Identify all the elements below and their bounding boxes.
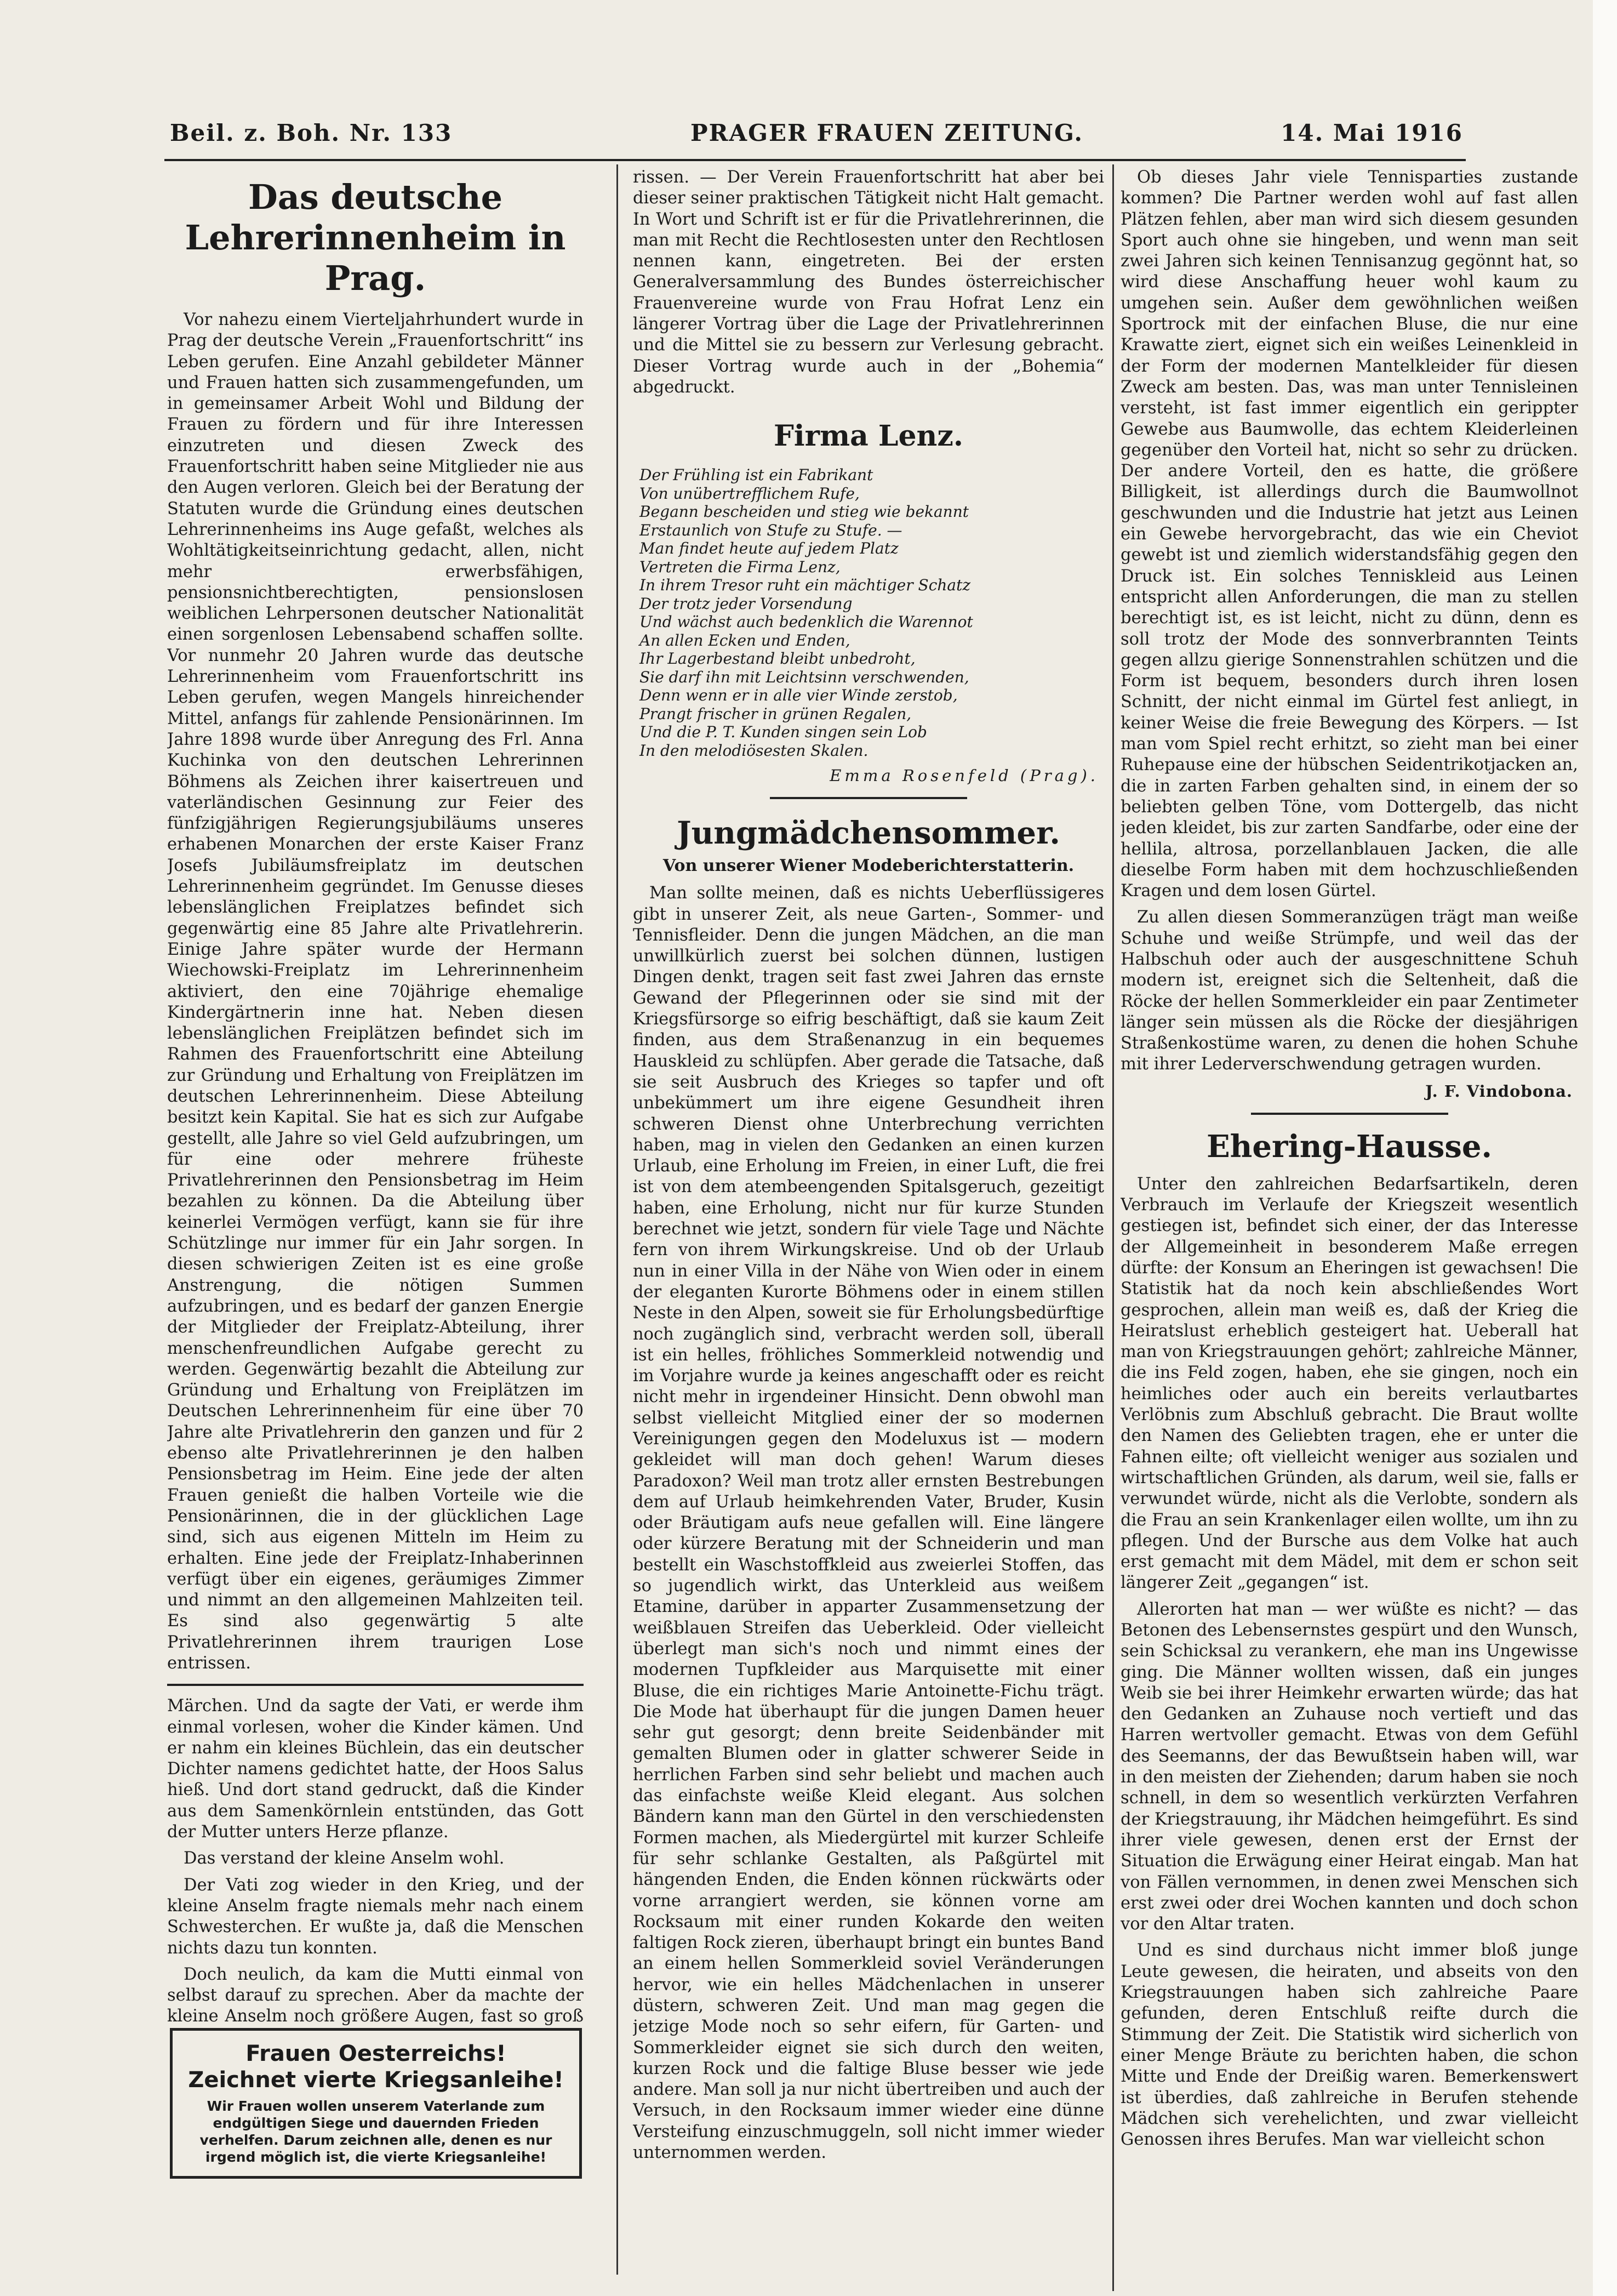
poem-line: Der Frühling ist ein Fabrikant [639, 466, 873, 485]
poem-line: Ihr Lagerbestand bleibt unbedroht, [639, 650, 916, 668]
article-signature: J. F. Vindobona. [1425, 1081, 1573, 1101]
section-rule [167, 1684, 584, 1686]
poem-line: In ihrem Tresor ruht ein mächtiger Schatz [639, 576, 971, 595]
story-paragraph: Märchen. Und da sagte der Vati, er werde ihm einmal vorlesen, woher die Kinder kämen. Und er nahm ein kleines Büchlein, das ein deutscher Dichter namens gedichtet hatte, der Hoos Salus hieß. Und dort stand gedruckt, daß die Kinder aus dem Samenkörnlein entstünden, das Gott der Mutter unters Herze pflanze. [167, 1696, 584, 1842]
article-paragraph: Vor nahezu einem Vierteljahrhundert wurde in Prag der deutsche Verein „Frauenfortschritt“ ins Leben gerufen. Eine Anzahl gebildeter Männer und Frauen hatten sich zusammengefunden, um in gemeinsamer Arbeit Wohl und Bildung der Frauen zu fördern und für ihre Interessen einzutreten und diesen Zweck des Frauenfortschritt haben seine Mitglieder nie aus den Augen verloren. Gleich bei der Beratung der Statuten wurde die Gründung eines deutschen Lehrerinnenheims ins Auge gefaßt, welches als Wohltätigkeitseinrichtung gedacht, allen, nicht mehr erwerbsfähigen, pensionsnichtberechtigten, pensionslosen weiblichen Lehrpersonen deutscher Nationalität einen sorgenlosen Lebensabend schaffen sollte. Vor nunmehr 20 Jahren wurde das deutsche Lehrerinnenheim vom Frauenfortschritt ins Leben gerufen, wegen Mangels hinreichender Mittel, anfangs für zahlende Pensionärinnen. Im Jahre 1898 wurde über Anregung des Frl. Anna Kuchinka von den deutschen Lehrerinnen Böhmens als Zeichen ihrer kaisertreuen und vaterländischen Gesinnung zur Feier des fünfzigjährigen Regierungsjubiläums unseres erhabenen Monarchen der erste Kaiser Franz Josefs Jubiläumsfreiplatz im deutschen Lehrerinnenheim gegründet. Im Genusse dieses lebenslänglichen Freiplatzes befindet sich gegenwärtig eine 85 Jahre alte Privatlehrerin. Einige Jahre später wurde der Hermann Wiechowski-Freiplatz im Lehrerinnenheim aktiviert, den eine 70jährige ehemalige Kindergärtnerin inne hat. Neben diesen lebenslänglichen Freiplätzen befindet sich im Rahmen des Frauenfortschritt eine Abteilung zur Gründung und Erhaltung von Freiplätzen im deutschen Lehrerinnenheim. Diese Abteilung besitzt kein Kapital. Sie hat es sich zur Aufgabe gestellt, alle Jahre so viel Geld aufzubringen, um für eine oder mehrere früheste Privatlehrerinnen den Pensionsbetrag im Heim bezahlen zu können. Da die Abteilung über keinerlei Vermögen verfügt, kann sie für ihre Schützlinge nur immer für ein Jahr sorgen. In diesen schwierigen Zeiten ist es eine große Anstrengung, die nötigen Summen aufzubringen, und es bedarf der ganzen Energie der Mitglieder der Freiplatz-Abteilung, ihrer menschenfreundlichen Aufgabe gerecht zu werden. Gegenwärtig bezahlt die Abteilung zur Gründung und Erhaltung von Freiplätzen im Deutschen Lehrerinnenheim für eine über 70 Jahre alte Privatlehrerin den ganzen und für 2 ebenso alte Privatlehrerinnen je den halben Pensionsbetrag im Heim. Eine jede der alten Frauen genießt die halben Vorteile wie die Pensionärinnen, die in der glücklichen Lage sind, sich aus eigenen Mitteln im Heim zu erhalten. Eine jede der Freiplatz-Inhaberinnen verfügt über ein eigenes, geräumiges Zimmer und nimmt an den allgemeinen Mahlzeiten teil. Es sind also gegenwärtig 5 alte Privatlehrerinnen ihrem traurigen Lose entrissen. [167, 310, 584, 1673]
column-1 [167, 167, 584, 2025]
issue-date: 14. Mai 1916 [1281, 119, 1463, 146]
page-edge [1593, 0, 1617, 2296]
poem-line: Von unübertrefflichem Rufe, [639, 484, 860, 503]
poem-line: Sie darf ihn mit Leichtsinn verschwenden, [639, 668, 969, 686]
poem-title: Firma Lenz. [774, 419, 963, 453]
poem [639, 466, 1104, 760]
article-paragraph: Zu allen diesen Sommeranzügen trägt man weiße Schuhe und weiße Strümpfe, und weil das der Halbschuh oder auch der ausgeschnittene Schuh modern ist, ereignet sich die Seltenheit, daß die Röcke der hellen Sommerkleider ein paar Zentimeter länger sein müssen als die Röcke der diesjährigen Straßenkostüme waren, zu denen die hohen Schuhe mit ihrer Lederverschwendung getragen wurden. [1121, 908, 1578, 1074]
poem-line: Begann bescheiden und stieg wie bekannt [639, 503, 969, 521]
story-paragraph: Doch neulich, da kam die Mutti einmal von selbst darauf zu sprechen. Aber da machte der kleine Anselm noch größere Augen, fast so groß [167, 1964, 584, 2025]
article-paragraph: Unter den zahlreichen Bedarfsartikeln, deren Verbrauch im Verlaufe der Kriegszeit wesentlich gestiegen ist, befindet sich einer, der das Interesse der Allgemeinheit in besonderem Maße erregen dürfte: der Konsum an Eheringen ist gewachsen! Die Statistik hat da noch kein abschließendes Wort gesprochen, allein man weiß es, daß der Krieg die Heiratslust erheblich gesteigert hat. Ueberall hat man von Kriegstrauungen gehört; zahlreiche Männer, die ins Feld zogen, haben, ehe sie gingen, noch ein heimliches oder auch ein bereits verlautbartes Verlöbnis zum Abschluß gebracht. Die Braut wollte den Namen des Geliebten tragen, ehe er unter die Fahnen eilte; oft vielleicht weniger aus sozialen und wirtschaftlichen Gründen, als darum, weil sie, falls er verwundet würde, nicht als die Verlobte, sondern als die Frau an sein Krankenlager eilen wollte, um ihn zu pflegen. Und der Bursche aus dem Volke hat auch erst gemacht mit dem Mädel, mit dem er schon seit längerer Zeit „gegangen“ ist. [1121, 1174, 1578, 1593]
column-2 [633, 167, 1104, 2195]
ad-title-line-2: Zeichnet vierte Kriegsanleihe! [188, 2067, 564, 2093]
poem-line: Man findet heute auf jedem Platz [639, 539, 899, 558]
poem-line: In den melodiösesten Skalen. [639, 741, 869, 760]
article-continuation: rissen. — Der Verein Frauenfortschritt hat aber bei dieser seiner praktischen Tätigkeit nicht Halt gemacht. In Wort und Schrift ist er für die Privatlehrerinnen, die man mit Recht die Rechtlosesten unter den Rechtlosen nennen kann, eingetreten. Bei der ersten Generalversammlung des Bundes österreichischer Frauenvereine wurde von Frau Hofrat Lenz ein längerer Vortrag über die Lage der Privatlehrerinnen und die Mittel sie zu bessern zur Verlesung gebracht. Dieser Vortrag wurde auch in der „Bohemia“ abgedruckt. [633, 168, 1104, 397]
article-paragraph: Allerorten hat man — wer wüßte es nicht? — das Betonen des Lebensernstes gespürt und den Wunsch, sein Schicksal zu verankern, ehe man ins Ungewisse ging. Die Männer wollten wissen, daß ein junges Weib sie bei ihrer Heimkehr erwarten würde; das hat den Gedanken an Zuhause noch vertieft und das Harren wertvoller gemacht. Etwas von dem Gefühl des Seemanns, der das Bewußtsein haben will, war in den meisten der Ziehenden; darum haben sie noch schnell, in dem so wesentlich verkürzten Verfahren der Kriegstrauung, ihr Mädchen heimgeführt. Es sind ihrer viele gewesen, denen erst der Ernst der Situation die Erwägung einer Heirat eingab. Man hat von Fällen vernommen, in denen zwei Menschen sich erst zwei oder drei Wochen kannten und doch schon vor den Altar traten. [1121, 1599, 1578, 1934]
article-paragraph: Und es sind durchaus nicht immer bloß junge Leute gewesen, die heiraten, und abseits von den Kriegstrauungen haben sich zahlreiche Paare gefunden, deren Entschluß reifte durch die Stimmung der Zeit. Die Statistik wird sicherlich von einer Menge Bräute zu berichten haben, die schon Mitte und Ende der Dreißig waren. Bemerkenswert ist überdies, daß zahlreiche in Berufen stehende Mädchen sich verehelichten, und zwar vielleicht Genossen ihres Berufes. Man war vielleicht schon [1121, 1941, 1578, 2150]
poem-signature: Emma Rosenfeld (Prag). [830, 766, 1099, 785]
story-paragraph: Das verstand der kleine Anselm wohl. [184, 1849, 505, 1868]
column-3 [1121, 167, 1578, 2214]
newspaper-title: PRAGER FRAUEN ZEITUNG. [690, 119, 1084, 146]
column-divider [616, 164, 618, 2275]
poem-line: An allen Ecken und Enden, [639, 631, 850, 650]
poem-line: Erstaunlich von Stufe zu Stufe. — [639, 521, 902, 539]
section-rule [770, 797, 967, 799]
article-headline-jungmaedchensommer: Jungmädchensommer. [677, 815, 1060, 852]
war-loan-advertisement [170, 2028, 582, 2179]
article-headline-lehrerinnenheim: Das deutsche Lehrerinnenheim in Prag. [185, 177, 566, 298]
poem-line: Der trotz jeder Vorsendung [639, 594, 853, 613]
story-paragraph: Der Vati zog wieder in den Krieg, und der kleine Anselm fragte niemals mehr nach einem Schwesterchen. Er wußte ja, daß die Menschen nichts dazu tun konnten. [167, 1875, 584, 1958]
poem-line: Prangt frischer in grünen Regalen, [639, 704, 912, 723]
article-paragraph: Ob dieses Jahr viele Tennisparties zustande kommen? Die Partner werden wohl auf fast allen Plätzen fehlen, aber man wird sich diesem gesunden Sport auch ohne sie hingeben, und wenn man seit zwei Jahren sich keinen Tennisanzug gegönnt hat, so wird diese Anschaffung heuer wohl kaum zu umgehen sein. Außer dem gewöhnlichen weißen Sportrock mit der einfachen Bluse, die nur eine Krawatte ziert, eignet sich ein weißes Leinenkleid in der Form der modernen Mantelkleider für diesen Zweck am besten. Das, was man unter Tennisleinen versteht, ist fast immer eigentlich ein gerippter Gewebe aus Baumwolle, das echtem Kleiderleinen gegenüber den Vorteil hat, nicht so sehr zu drücken. Der andere Vorteil, den es hatte, die größere Billigkeit, ist allerdings durch die Baumwollnot geschwunden und die Industrie hat jetzt aus Leinen ein Gewebe hervorgebracht, das wie ein Cheviot gewebt ist und ziemlich widerstandsfähig gegen den Druck ist. Ein solches Tenniskleid aus Leinen entspricht allen Anforderungen, die man zu stellen berechtigt ist, es ist leicht, nicht zu dünn, denn es soll trotz der Mode des sonnverbrannten Teints gegen allzu gierige Sonnenstrahlen schützen und die Form ist bequem, besonders durch ihren losen Schnitt, der nicht einmal im Gürtel fest anliegt, in keiner Weise die freie Bewegung des Körpers. — Ist man vom Spiel recht erhitzt, so zieht man bei einer Ruhepause eine der hübschen Seidentrikotjacken an, die in zarten Farben gehalten sind, in einem der so beliebten gelben Töne, vom Dottergelb, das nicht jeden kleidet, bis zur zarten Sandfarbe, oder eine der hellila, altrosa, porzellanblauen Jacken, die alle dieselbe Form haben mit dem hochzuschließenden Kragen und dem losen Gürtel. [1121, 168, 1578, 901]
poem-line: Und wächst auch bedenklich die Warennot [639, 613, 973, 631]
column-divider [1112, 164, 1114, 2291]
ad-title-line-1: Frauen Oesterreichs! [245, 2041, 506, 2066]
masthead [170, 119, 1463, 158]
issue-reference: Beil. z. Boh. Nr. 133 [170, 119, 453, 146]
masthead-rule [164, 159, 1466, 161]
article-paragraph: Man sollte meinen, daß es nichts Ueberflüssigeres gibt in unserer Zeit, als neue Garten-, Sommer- und Tennisfleider. Denn die jungen Mädchen, an die man unwillkürlich zuerst bei solchen dünnen, lustigen Dingen denkt, tragen seit fast zwei Jahren das ernste Gewand der Pflegerinnen oder sie sind mit der Kriegsfürsorge so eifrig beschäftigt, daß sie kaum Zeit finden, aus dem Straßenanzug in ein bequemes Hauskleid zu schlüpfen. Aber gerade die Tatsache, daß sie seit Ausbruch des Krieges so tapfer und oft unbekümmert um ihre eigene Gesundheit ihren schweren Dienst ohne Unterbrechung verrichten haben, mag in vielen den Gedanken an einen kurzen Urlaub, eine Erholung im Freien, in einer Luft, die frei ist von dem atembeengenden Spitalsgeruch, gezeitigt haben, eine Erholung, nicht nur für kurze Stunden berechnet wie jetzt, sondern für viele Tage und Nächte fern von ihrem Wirkungskreise. Und ob der Urlaub nun in einer Villa in der Nähe von Wien oder in einem der eleganten Kurorte Böhmens oder in einem stillen Neste in den Alpen, soweit sie für Erholungsbedürftige noch zugänglich sind, verbracht werden soll, überall ist ein helles, fröhliches Sommerkleid notwendig und im Vorjahre wurde ja keines angeschafft oder es reicht nicht mehr in irgendeiner Hinsicht. Denn obwohl man selbst vielleicht Mitglied einer der so modernen Vereinigungen gegen den Modeluxus ist — modern gekleidet will man doch gehen! Warum dieses Paradoxon? Weil man trotz aller ernsten Bestrebungen dem auf Urlaub heimkehrenden Vater, Bruder, Kusin oder Bräutigam aufs neue gefallen will. Eine längere oder kürzere Beratung mit der Schneiderin und man bestellt ein Waschstoffkleid aus zweierlei Stoffen, das so jugendlich wirkt, das Unterkleid aus weißem Etamine, darüber in apparter Zusammensetzung der weißblauen Streifen das Ueberkleid. Oder vielleicht überlegt man sich's noch und nimmt eines der modernen Tupfkleider aus Marquisette mit einer Bluse, die ein richtiges Marie Antoinette-Fichu trägt. Die Mode hat überhaupt für die jungen Damen heuer sehr gut gesorgt; denn breite Seidenbänder mit gemalten Blumen oder in glatter schwerer Seide in herrlichen Farben sind sehr beliebt und machen auch das einfachste weiße Kleid elegant. Aus solchen Bändern kann man den Gürtel in den verschiedensten Formen machen, als Miedergürtel mit kurzer Schleife für sehr schlanke Gestalten, als Paßgürtel mit hängenden Enden, die Enden können rückwärts oder vorne arrangiert werden, sie können vorne am Rocksaum mit einer runden Kokarde den weiten faltigen Rock zieren, überhaupt bringt ein buntes Band an einem hellen Sommerkleid soviel Veränderungen hervor, wie ein helles Mädchenlachen in unserer düstern, schweren Zeit. Und man mag gegen die jetzige Mode noch so sehr eifern, für Garten- und Sommerkleider eignet sie sich durch den weiten, kurzen Rock und die faltige Bluse besser wie jede andere. Man soll ja nur nicht übertreiben und auch der Versuch, in den Rocksaum immer wieder eine dünne Versteifung einzuschmuggeln, soll nicht immer wieder unternommen werden. [633, 884, 1104, 2163]
poem-line: Und die P. T. Kunden singen sein Lob [639, 723, 927, 742]
poem-line: Vertreten die Firma Lenz, [639, 557, 841, 576]
article-byline: Von unserer Wiener Modeberichterstatterin. [662, 856, 1075, 876]
article-headline-ehering-hausse: Ehering-Hausse. [1206, 1128, 1492, 1165]
section-rule [1251, 1113, 1448, 1115]
ad-text: Wir Frauen wollen unserem Vaterlande zum endgültigen Siege und dauernden Frieden verhelfen. Darum zeichnen alle, denen es nur irgend möglich ist, die vierte Kriegsanleihe! [199, 2098, 552, 2165]
poem-line: Denn wenn er in alle vier Winde zerstob, [639, 686, 958, 705]
